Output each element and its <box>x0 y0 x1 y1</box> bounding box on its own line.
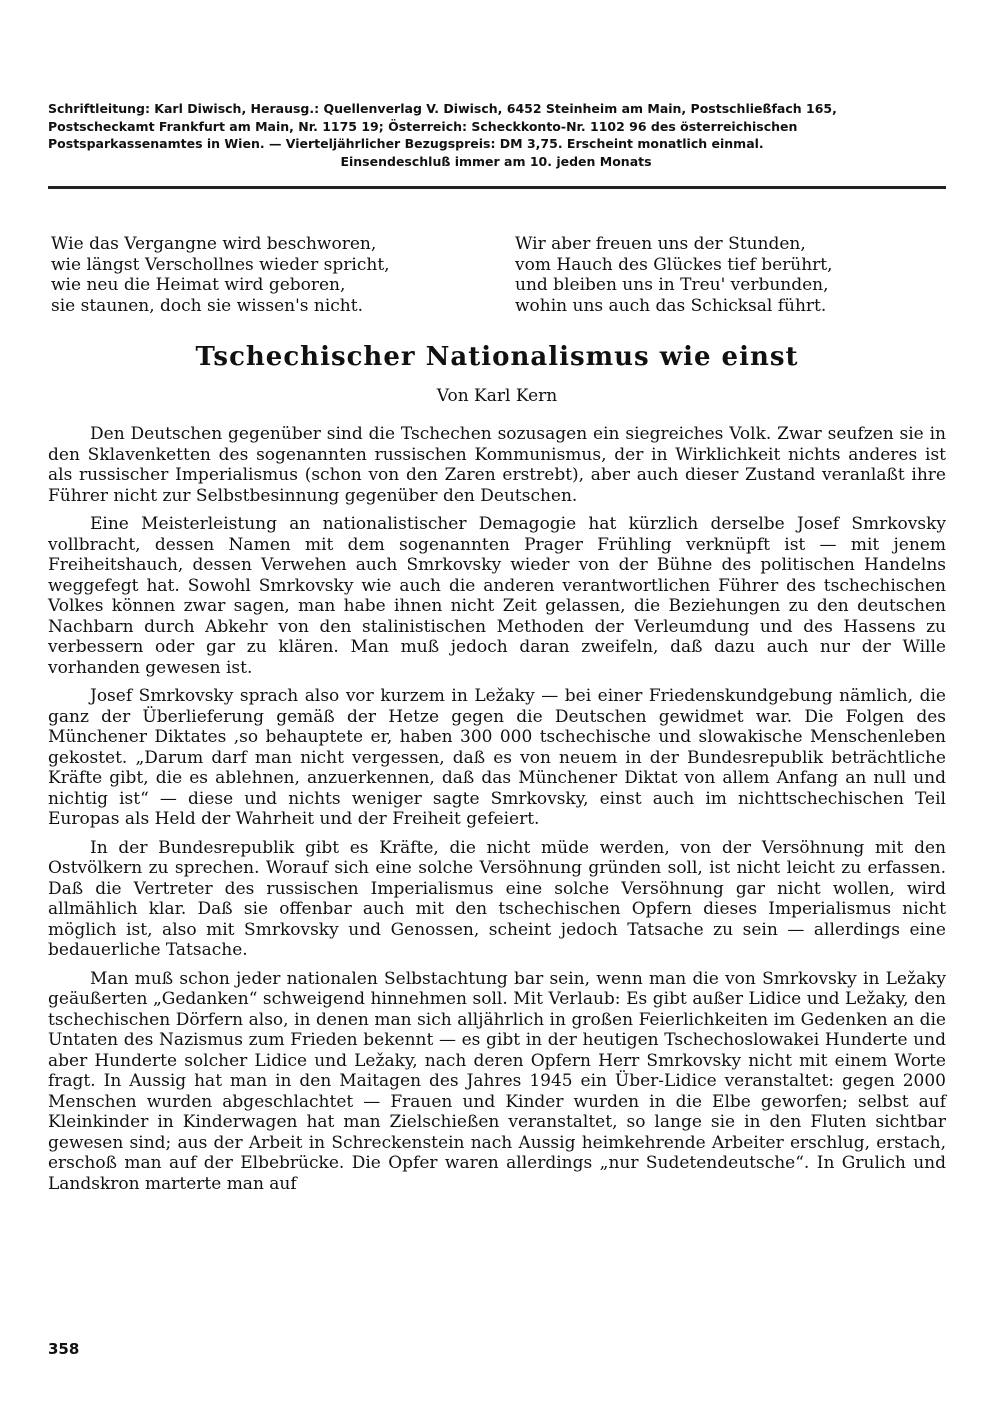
page-number: 358 <box>48 1340 80 1358</box>
article-paragraph: Den Deutschen gegenüber sind die Tschechen sozusagen ein siegreiches Volk. Zwar seufzen sie in den Sklavenketten des sogenannten russischen Kommunismus, der in Wirklichkeit nichts anderes ist als russischer Imperialismus (schon von den Zaren erstrebt), aber auch dieser Zustand veranlaßt ihre Führer nicht zur Selbstbesinnung gegenüber den Deutschen. <box>48 424 946 506</box>
poem-line: Wie das Vergangne wird beschworen, <box>51 234 377 254</box>
poem-stanza-left <box>51 234 390 316</box>
poem-line: sie staunen, doch sie wissen's nicht. <box>51 295 363 316</box>
article-title: Tschechischer Nationalismus wie einst <box>195 342 799 372</box>
masthead <box>48 100 944 170</box>
article-byline: Von Karl Kern <box>436 386 558 406</box>
article-body <box>48 424 946 1202</box>
poem-line: wie längst Verschollnes wieder spricht, <box>51 254 390 275</box>
article-paragraph: In der Bundesrepublik gibt es Kräfte, die nicht müde werden, von der Versöhnung mit den Ostvölkern zu sprechen. Worauf sich eine solche Versöhnung gründen soll, ist nicht leicht zu erfassen. Daß die Vertreter des russischen Imperialismus eine solche Versöhnung gar nicht wollen, wird allmählich klar. Daß sie offenbar auch mit den tschechischen Opfern dieses Imperialismus nicht möglich ist, also mit Smrkovsky und Genossen, scheint jedoch Tatsache zu sein — allerdings eine bedauerliche Tatsache. <box>48 837 946 960</box>
header-rule <box>48 186 946 189</box>
poem-stanza-right <box>515 234 833 316</box>
article-paragraph: Man muß schon jeder nationalen Selbstachtung bar sein, wenn man die von Smrkovsky in Ležaky geäußerten „Gedanken“ schweigend hinnehmen soll. Mit Verlaub: Es gibt außer Lidice und Ležaky, den tschechischen Dörfern also, in denen man sich alljährlich in großen Feierlichkeiten im Gedenken an die Untaten des Nazismus zum Frieden bekennt — es gibt in der heutigen Tschechoslowakei Hunderte und aber Hunderte solcher Lidice und Ležaky, nach deren Opfern Herr Smrkovsky nicht mit einem Worte fragt. In Aussig hat man in den Maitagen des Jahres 1945 ein Über-Lidice veranstaltet: gegen 2000 Menschen wurden abgeschlachtet — Frauen und Kinder wurden in die Elbe geworfen; selbst auf Kleinkinder in Kinderwagen hat man Zielschießen veranstaltet, so lange sie in den Fluten sichtbar gewesen sind; aus der Arbeit in Schreckenstein nach Aussig heimkehrende Arbeiter erschlug, erstach, erschoß man auf der Elbebrücke. Die Opfer waren allerdings „nur Sudetendeutsche“. In Grulich und Landskron marterte man auf <box>48 968 946 1194</box>
poem-line: vom Hauch des Glückes tief berührt, <box>515 254 833 275</box>
poem-line: wie neu die Heimat wird geboren, <box>51 275 346 295</box>
article-paragraph: Josef Smrkovsky sprach also vor kurzem in Ležaky — bei einer Friedenskundgebung nämlich, die ganz der Überlieferung gemäß der Hetze gegen die Deutschen gewidmet war. Die Folgen des Münchener Diktates ,so behauptete er, haben 300 000 tschechische und slowakische Menschenleben gekostet. „Darum darf man nicht vergessen, daß es von neuem in der Bundesrepublik beträchtliche Kräfte gibt, die es ablehnen, anzuerkennen, daß das Münchener Diktat von allem Anfang an null und nichtig ist“ — diese und nichts weniger sagte Smrkovsky, einst auch im nichttschechischen Teil Europas als Held der Wahrheit und der Freiheit gefeiert. <box>48 686 946 829</box>
poem-line: und bleiben uns in Treu' verbunden, <box>515 275 829 295</box>
poem-line: wohin uns auch das Schicksal führt. <box>515 295 827 316</box>
poem-line: Wir aber freuen uns der Stunden, <box>515 234 806 254</box>
masthead-publisher-info: Schriftleitung: Karl Diwisch, Herausg.: Quellenverlag V. Diwisch, 6452 Steinheim am Main, Postschließfach 165, Postscheckamt Frankfurt am Main, Nr. 1175 19; Österreich: Scheckkonto-Nr. 1102 96 des österreichischen Postsparkassenamtes in Wien. — Vierteljährlicher Bezugspreis: DM 3,75. Erscheint monatlich einmal. <box>48 101 837 151</box>
masthead-deadline: Einsendeschluß immer am 10. jeden Monats <box>340 153 652 169</box>
article-paragraph: Eine Meisterleistung an nationalistischer Demagogie hat kürzlich derselbe Josef Smrkovsky vollbracht, dessen Namen mit dem sogenannten Prager Frühling verknüpft ist — mit jenem Freiheitshauch, dessen Verwehen auch Smrkovsky wieder von der Bühne des politischen Handelns weggefegt hat. Sowohl Smrkovsky wie auch die anderen verantwortlichen Führer des tschechischen Volkes können zwar sagen, man habe ihnen nicht Zeit gelassen, die Beziehungen zu den deutschen Nachbarn durch Abkehr von den stalinistischen Methoden der Verleumdung und des Hassens zu verbessern oder gar zu klären. Man muß jedoch daran zweifeln, daß dazu auch nur der Wille vorhanden gewesen ist. <box>48 514 946 678</box>
